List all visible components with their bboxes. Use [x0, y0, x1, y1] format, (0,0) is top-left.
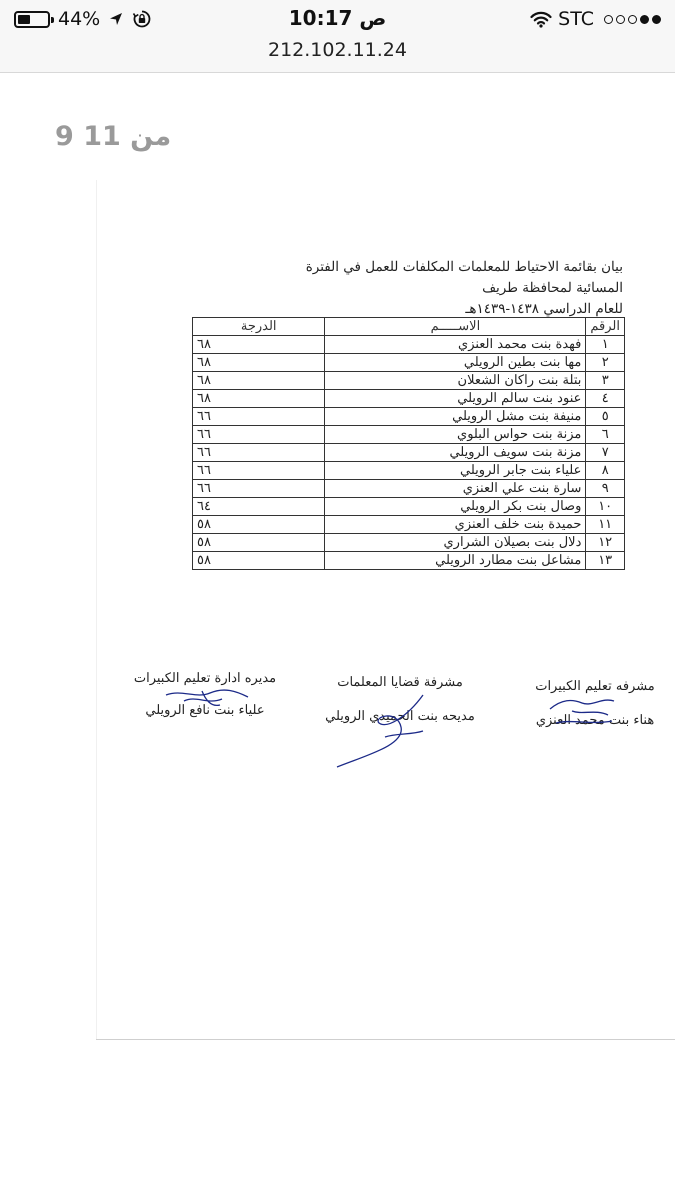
clock: 10:17 ص — [288, 6, 387, 30]
wifi-icon — [530, 11, 552, 28]
table-row — [193, 408, 625, 426]
document-title — [300, 257, 623, 320]
address-bar-url[interactable]: 212.102.11.24 — [267, 39, 407, 61]
page-bottom-edge — [96, 1039, 675, 1040]
cell-grade: ٥٨ — [193, 534, 325, 552]
title-line-1: بيان بقائمة الاحتياط للمعلمات المكلفات للعمل في الفترة المسائية لمحافظة طريف — [305, 259, 623, 296]
signature-title: مشرفة قضايا المعلمات — [337, 675, 463, 690]
table-row — [193, 552, 625, 570]
cell-name: وصال بنت بكر الرويلي — [325, 498, 586, 516]
signature-supervisor-teachers — [315, 673, 485, 727]
title-line-2: للعام الدراسي ١٤٣٨-١٤٣٩هـ — [465, 301, 623, 317]
table-row — [193, 390, 625, 408]
cell-name: مزنة بنت حواس البلوي — [325, 426, 586, 444]
cell-grade: ٦٨ — [193, 354, 325, 372]
cell-grade: ٦٤ — [193, 498, 325, 516]
cell-number: ١٠ — [586, 498, 625, 516]
cell-name: مشاعل بنت مطارد الرويلي — [325, 552, 586, 570]
table-row — [193, 354, 625, 372]
header-number: الرقم — [586, 318, 625, 336]
cell-number: ٥ — [586, 408, 625, 426]
signature-name: مديحه بنت الحميدي الرويلي — [325, 709, 475, 724]
cell-number: ٤ — [586, 390, 625, 408]
cell-name: مها بنت بطين الرويلي — [325, 354, 586, 372]
table-header-row — [193, 318, 625, 336]
signature-title: مديره ادارة تعليم الكبيرات — [133, 671, 277, 686]
table-row — [193, 372, 625, 390]
page-edge — [96, 180, 97, 1040]
table-row — [193, 426, 625, 444]
signal-strength-icon — [604, 15, 661, 24]
cell-grade: ٦٦ — [193, 462, 325, 480]
signature-supervisor-adult — [530, 677, 660, 731]
cell-name: حميدة بنت خلف العنزي — [325, 516, 586, 534]
table-row — [193, 480, 625, 498]
cell-grade: ٦٨ — [193, 390, 325, 408]
signature-name: هناء بنت محمد العنزي — [535, 713, 655, 728]
cell-grade: ٦٦ — [193, 426, 325, 444]
signature-title: مشرفه تعليم الكبيرات — [535, 679, 655, 694]
cell-name: فهدة بنت محمد العنزي — [325, 336, 586, 354]
cell-grade: ٦٦ — [193, 408, 325, 426]
cell-grade: ٦٨ — [193, 372, 325, 390]
handwritten-signature-icon — [327, 687, 437, 771]
table-body — [193, 336, 625, 570]
cell-number: ٦ — [586, 426, 625, 444]
cell-number: ٩ — [586, 480, 625, 498]
cell-number: ٢ — [586, 354, 625, 372]
cell-number: ٧ — [586, 444, 625, 462]
carrier-name: STC — [558, 8, 594, 30]
reserve-teachers-table — [192, 317, 625, 570]
cell-number: ٣ — [586, 372, 625, 390]
battery-percent: 44% — [58, 8, 101, 30]
signal-dot — [640, 15, 649, 24]
cell-name: عنود بنت سالم الرويلي — [325, 390, 586, 408]
cell-number: ١٣ — [586, 552, 625, 570]
handwritten-signature-icon — [542, 693, 622, 729]
cell-grade: ٦٦ — [193, 480, 325, 498]
table-row — [193, 516, 625, 534]
table-row — [193, 498, 625, 516]
table-row — [193, 336, 625, 354]
cell-number: ١ — [586, 336, 625, 354]
cell-grade: ٦٨ — [193, 336, 325, 354]
cell-number: ١٢ — [586, 534, 625, 552]
cell-grade: ٥٨ — [193, 552, 325, 570]
status-bar — [0, 0, 675, 73]
cell-name: دلال بنت بصيلان الشراري — [325, 534, 586, 552]
header-grade: الدرجة — [193, 318, 325, 336]
cell-name: علياء بنت جابر الرويلي — [325, 462, 586, 480]
cell-name: منيفة بنت مشل الرويلي — [325, 408, 586, 426]
page-counter: 9 من 11 — [55, 121, 172, 152]
cell-number: ١١ — [586, 516, 625, 534]
cell-name: بتلة بنت راكان الشعلان — [325, 372, 586, 390]
cell-name: مزنة بنت سويف الرويلي — [325, 444, 586, 462]
table-row — [193, 462, 625, 480]
status-right — [530, 7, 661, 31]
signature-director — [130, 669, 280, 721]
cell-number: ٨ — [586, 462, 625, 480]
cell-name: سارة بنت علي العنزي — [325, 480, 586, 498]
handwritten-signature-icon — [162, 685, 252, 711]
cell-grade: ٦٦ — [193, 444, 325, 462]
signal-dot — [652, 15, 661, 24]
signature-name: علياء بنت نافع الرويلي — [145, 703, 265, 718]
signal-dot — [616, 15, 625, 24]
signal-dot — [628, 15, 637, 24]
signal-dot — [604, 15, 613, 24]
header-name: الاســـــم — [325, 318, 586, 336]
table-row — [193, 534, 625, 552]
cell-grade: ٥٨ — [193, 516, 325, 534]
table-row — [193, 444, 625, 462]
